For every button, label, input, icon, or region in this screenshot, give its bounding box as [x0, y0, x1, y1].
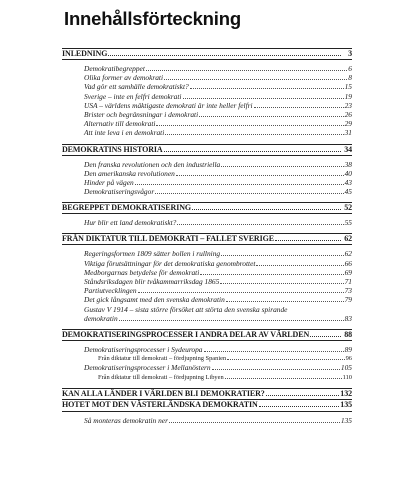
toc-entry[interactable]	[62, 363, 352, 372]
section-title: DEMOKRATISERINGSPROCESSER I ANDRA DELAR AV VÄRLDEN	[62, 329, 310, 339]
entry-title: Demokratiseringsvågor	[84, 187, 155, 197]
toc-section-andra-delar-av-varlden[interactable]	[62, 329, 352, 341]
toc-entry[interactable]	[62, 286, 352, 295]
section-page: 62	[344, 234, 352, 244]
toc-entry[interactable]	[62, 128, 352, 137]
entry-title: Den amerikanska revolutionen	[84, 168, 175, 178]
toc-section-hotet[interactable]	[62, 400, 352, 412]
leader-dots	[220, 283, 343, 284]
toc-entry[interactable]	[62, 169, 352, 178]
toc-entry[interactable]	[62, 110, 352, 119]
page-title: Innehållsförteckning	[64, 8, 241, 29]
entry-title: Sverige – inte en felfri demokrati	[84, 91, 182, 101]
section-page: 34	[344, 144, 352, 154]
entry-page: 55	[344, 218, 352, 228]
entry-page: 43	[344, 177, 352, 187]
leader-dots	[221, 255, 344, 256]
entry-title: Hur blir ett land demokratiskt?	[84, 218, 177, 228]
toc-entry[interactable]	[62, 82, 352, 91]
toc-entries	[62, 60, 352, 144]
toc-entry[interactable]	[62, 416, 352, 425]
entry-title: Från diktatur till demokrati – fördjupning Spanien	[98, 355, 227, 363]
leader-dots	[259, 406, 340, 407]
entry-page: 19	[344, 91, 352, 101]
entry-page: 31	[344, 128, 352, 138]
entry-page: 15	[344, 82, 352, 92]
toc-entry[interactable]	[62, 268, 352, 277]
entry-title: Vad gör ett samhälle demokratiskt?	[84, 82, 189, 92]
leader-dots	[200, 274, 343, 275]
leader-dots	[169, 422, 340, 423]
entry-page: 73	[344, 286, 352, 296]
toc-entry[interactable]	[62, 218, 352, 227]
entry-title: Från diktatur till demokrati – fördjupning Libyen	[98, 373, 224, 381]
entry-title: Den franska revolutionen och den industriella	[84, 159, 221, 169]
toc-entries	[62, 412, 352, 431]
leader-dots	[183, 98, 344, 99]
toc-entry[interactable]	[62, 249, 352, 258]
leader-dots	[204, 351, 344, 352]
section-title: KAN ALLA LÄNDER I VÄRLDEN BLI DEMOKRATIER?	[62, 388, 265, 398]
entry-page: 62	[344, 249, 352, 259]
leader-dots	[119, 320, 344, 321]
entry-page: 69	[344, 267, 352, 277]
toc-section-demokratins-historia[interactable]	[62, 144, 352, 156]
entry-page: 38	[344, 159, 352, 169]
entry-title: Regeringsformen 1809 sätter bollen i rullning	[84, 249, 221, 259]
leader-dots	[146, 70, 347, 71]
leader-dots	[212, 369, 340, 370]
leader-dots	[135, 184, 344, 185]
leader-dots	[164, 79, 347, 80]
leader-dots	[177, 224, 343, 225]
toc-entries	[62, 214, 352, 233]
leader-dots	[266, 395, 340, 396]
entry-page: 6	[348, 64, 352, 73]
toc-entry[interactable]	[62, 345, 352, 354]
entry-title: Demokratiseringsprocesser i Mellanöstern	[84, 363, 211, 373]
entry-page: 89	[344, 344, 352, 354]
leader-dots	[227, 359, 344, 360]
section-title: FRÅN DIKTATUR TILL DEMOKRATI – FALLET SVERIGE	[62, 234, 274, 244]
entry-page: 66	[344, 258, 352, 268]
toc-entries	[62, 245, 352, 329]
entry-title: Ståndsriksdagen blir tvåkammarriksdag 1865	[84, 277, 220, 286]
entry-title: Viktiga förutsättningar för det demokratiska genombrottet	[84, 258, 256, 268]
entry-title-continued	[84, 314, 352, 323]
leader-dots	[225, 378, 342, 379]
leader-dots	[275, 240, 341, 241]
toc-entry[interactable]	[62, 295, 352, 304]
toc-entry[interactable]	[62, 277, 352, 286]
entry-title: Medborgarnas betydelse för demokrati	[84, 267, 200, 277]
entry-title: Alternativ till demokrati	[84, 119, 156, 129]
leader-dots	[221, 166, 343, 167]
section-page: 132	[340, 388, 352, 398]
toc-entry[interactable]	[62, 259, 352, 268]
leader-dots	[108, 55, 341, 56]
section-title: HOTET MOT DEN VÄSTERLÄNDSKA DEMOKRATIN	[62, 399, 258, 409]
section-page: 3	[348, 49, 352, 58]
entry-title-line2: demokratin	[84, 313, 118, 323]
leader-dots	[138, 292, 344, 293]
entry-title: Brister och begränsningar i demokrati	[84, 109, 199, 119]
table-of-contents	[62, 48, 352, 431]
leader-dots	[310, 336, 341, 337]
leader-dots	[190, 88, 344, 89]
entry-page: 135	[340, 415, 352, 425]
leader-dots	[156, 125, 343, 126]
section-title: BEGREPPET DEMOKRATISERING	[62, 203, 192, 213]
section-page: 52	[344, 203, 352, 213]
entry-page: 8	[348, 73, 352, 83]
entry-title: Olika former av demokrati	[84, 73, 164, 83]
leader-dots	[226, 301, 344, 302]
section-title: INLEDNING	[62, 49, 108, 58]
leader-dots	[165, 134, 343, 135]
entry-page: 40	[344, 168, 352, 178]
entry-title: Hinder på vägen	[84, 177, 134, 187]
toc-entry[interactable]	[62, 178, 352, 187]
entry-page: 71	[344, 277, 352, 286]
section-title: DEMOKRATINS HISTORIA	[62, 144, 163, 154]
toc-entries	[62, 341, 352, 388]
entry-page: 96	[345, 355, 352, 363]
leader-dots	[164, 151, 341, 152]
entry-title: Så monteras demokratin ner	[84, 415, 168, 425]
entry-title: Partiutvecklingen	[84, 286, 137, 296]
entry-page: 79	[344, 295, 352, 305]
toc-entry[interactable]	[62, 92, 352, 101]
entry-title: Demokratibegreppet	[84, 64, 145, 73]
entry-title: Att inte leva i en demokrati	[84, 128, 165, 138]
leader-dots	[155, 193, 343, 194]
toc-entry[interactable]	[62, 160, 352, 169]
toc-section-fallet-sverige[interactable]	[62, 233, 352, 245]
toc-entry[interactable]	[62, 73, 352, 82]
toc-section-begreppet-demokratisering[interactable]	[62, 202, 352, 214]
entry-title: Det gick långsamt med den svenska demokratin	[84, 295, 225, 305]
entry-title: USA – världens mäktigaste demokrati är inte heller felfri	[84, 100, 253, 110]
leader-dots	[256, 265, 343, 266]
toc-entry[interactable]	[62, 101, 352, 110]
section-page: 135	[340, 399, 352, 409]
section-page: 88	[344, 329, 352, 339]
toc-subentry[interactable]	[62, 354, 352, 363]
entry-page: 26	[344, 109, 352, 119]
toc-entries	[62, 156, 352, 203]
toc-subentry[interactable]	[62, 373, 352, 382]
entry-page: 105	[340, 363, 352, 373]
toc-section-inledning[interactable]	[62, 48, 352, 60]
entry-page: 110	[342, 373, 352, 381]
entry-page: 45	[344, 187, 352, 197]
entry-page: 23	[344, 100, 352, 110]
leader-dots	[254, 107, 344, 108]
toc-entry[interactable]	[62, 64, 352, 73]
entry-page: 83	[344, 313, 352, 323]
toc-entry[interactable]	[62, 187, 352, 196]
leader-dots	[199, 116, 343, 117]
entry-page: 29	[344, 119, 352, 129]
entry-title: Gustav V 1914 – sista större försöket att störta den svenska spirande	[84, 304, 288, 314]
toc-entry[interactable]	[62, 305, 352, 323]
entry-title: Demokratiseringsprocesser i Sydeuropa	[84, 344, 203, 354]
leader-dots	[192, 209, 341, 210]
toc-entry[interactable]	[62, 119, 352, 128]
leader-dots	[176, 175, 344, 176]
toc-section-kan-alla-lander[interactable]	[62, 388, 352, 400]
